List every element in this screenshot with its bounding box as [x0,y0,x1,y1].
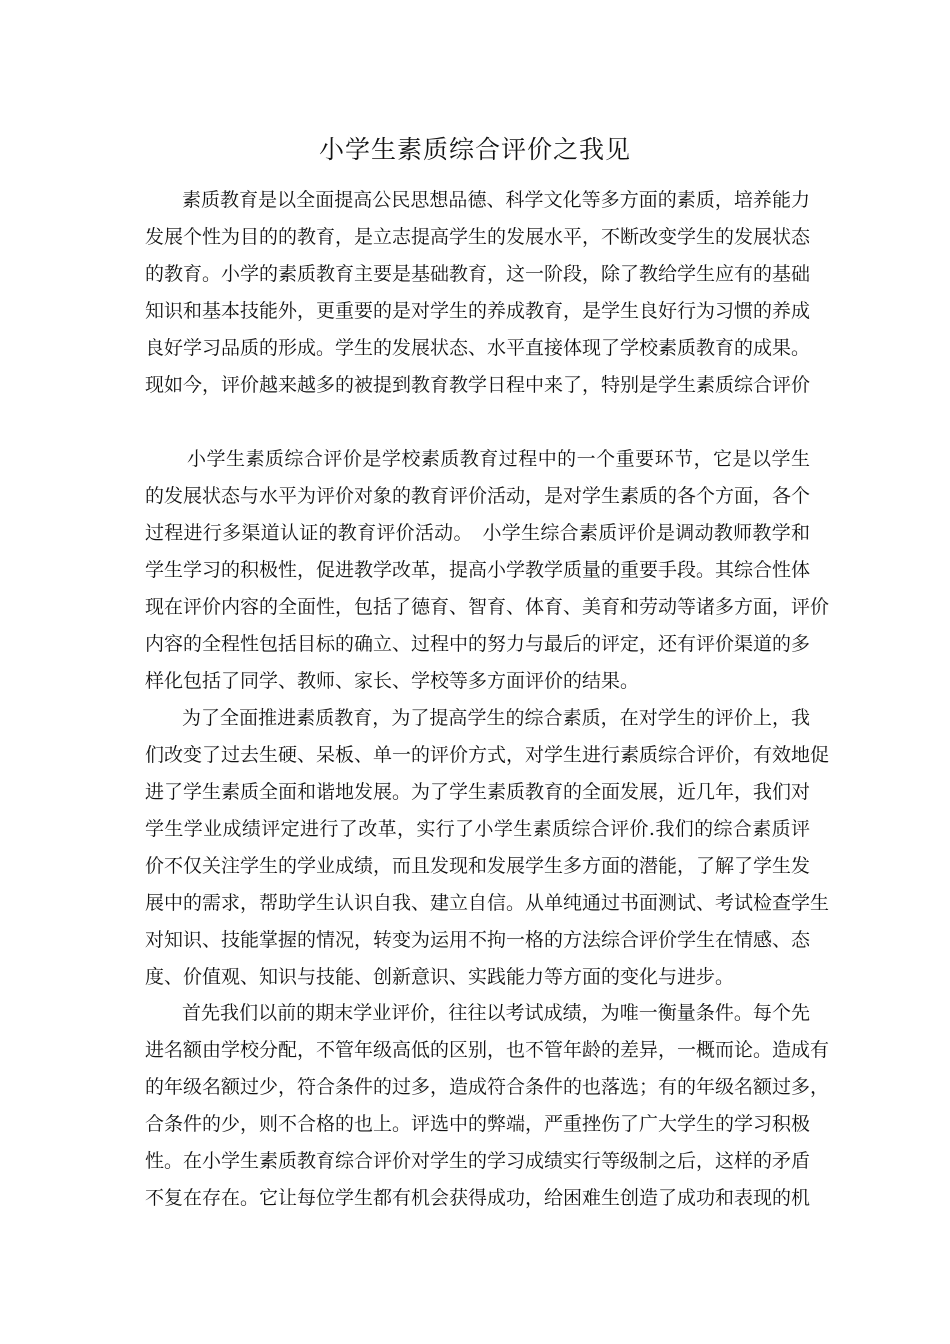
paragraph-4 [145,995,830,1217]
paragraph-line: 为了全面推进素质教育，为了提高学生的综合素质，在对学生的评价上，我 [182,707,810,729]
document-title: 小学生素质综合评价之我见 [318,135,631,164]
paragraph-line: 样化包括了同学、教师、家长、学校等多方面评价的结果。 [145,670,640,692]
paragraph-line: 不复在存在。它让每位学生都有机会获得成功，给困难生创造了成功和表现的机 [145,1187,811,1209]
paragraph-line: 素质教育是以全面提高公民思想品德、科学文化等多方面的素质，培养能力 [182,189,810,211]
paragraph-line: 进了学生素质全面和谐地发展。为了学生素质教育的全面发展，近几年，我们对 [145,781,811,803]
paragraph-line: 的教育。小学的素质教育主要是基础教育，这一阶段，除了教给学生应有的基础 [145,263,811,285]
paragraph-line: 们改变了过去生硬、呆板、单一的评价方式，对学生进行素质综合评价，有效地促 [145,744,830,766]
paragraph-line: 对知识、技能掌握的情况，转变为运用不拘一格的方法综合评价学生在情感、态 [145,929,811,951]
paragraph-line: 首先我们以前的期末学业评价，往往以考试成绩，为唯一衡量条件。每个先 [182,1002,810,1024]
paragraph-line: 度、价值观、知识与技能、创新意识、实践能力等方面的变化与进步。 [145,966,735,988]
paragraph-line: 内容的全程性包括目标的确立、过程中的努力与最后的评定，还有评价渠道的多 [145,633,811,655]
paragraph-2 [145,441,830,700]
paragraph-line: 良好学习品质的形成。学生的发展状态、水平直接体现了学校素质教育的成果。 [145,337,811,359]
paragraph-line: 现在评价内容的全面性，包括了德育、智育、体育、美育和劳动等诸多方面，评价 [145,596,830,618]
paragraph-line: 学生学业成绩评定进行了改革，实行了小学生素质综合评价.我们的综合素质评 [145,818,810,840]
paragraph-1 [145,182,810,404]
paragraph-line: 的年级名额过少，符合条件的过多，造成符合条件的也落选；有的年级名额过多， [145,1076,830,1098]
paragraph-line: 合条件的少，则不合格的也上。评选中的弊端，严重挫伤了广大学生的学习积极 [145,1113,811,1135]
paragraph-line: 现如今，评价越来越多的被提到教育教学日程中来了，特别是学生素质综合评价 [145,374,811,396]
paragraph-line: 小学生素质综合评价是学校素质教育过程中的一个重要环节，它是以学生 [187,448,810,470]
paragraph-line: 学生学习的积极性，促进教学改革，提高小学教学质量的重要手段。其综合性体 [145,559,811,581]
paragraph-line: 过程进行多渠道认证的教育评价活动。 小学生综合素质评价是调动教师教学和 [145,522,810,544]
paragraph-3 [145,700,830,996]
paragraph-line: 发展个性为目的的教育，是立志提高学生的发展水平，不断改变学生的发展状态 [145,226,811,248]
paragraph-line: 性。在小学生素质教育综合评价对学生的学习成绩实行等级制之后，这样的矛盾 [145,1150,811,1172]
paragraph-line: 展中的需求，帮助学生认识自我、建立自信。从单纯通过书面测试、考试检查学生 [145,892,830,914]
paragraph-line: 进名额由学校分配，不管年级高低的区别，也不管年龄的差异，一概而论。造成有 [145,1039,830,1061]
paragraph-line: 知识和基本技能外，更重要的是对学生的养成教育，是学生良好行为习惯的养成 [145,300,811,322]
paragraph-line: 的发展状态与水平为评价对象的教育评价活动，是对学生素质的各个方面，各个 [145,485,811,507]
paragraph-line: 价不仅关注学生的学业成绩，而且发现和发展学生多方面的潜能，了解了学生发 [145,855,811,877]
